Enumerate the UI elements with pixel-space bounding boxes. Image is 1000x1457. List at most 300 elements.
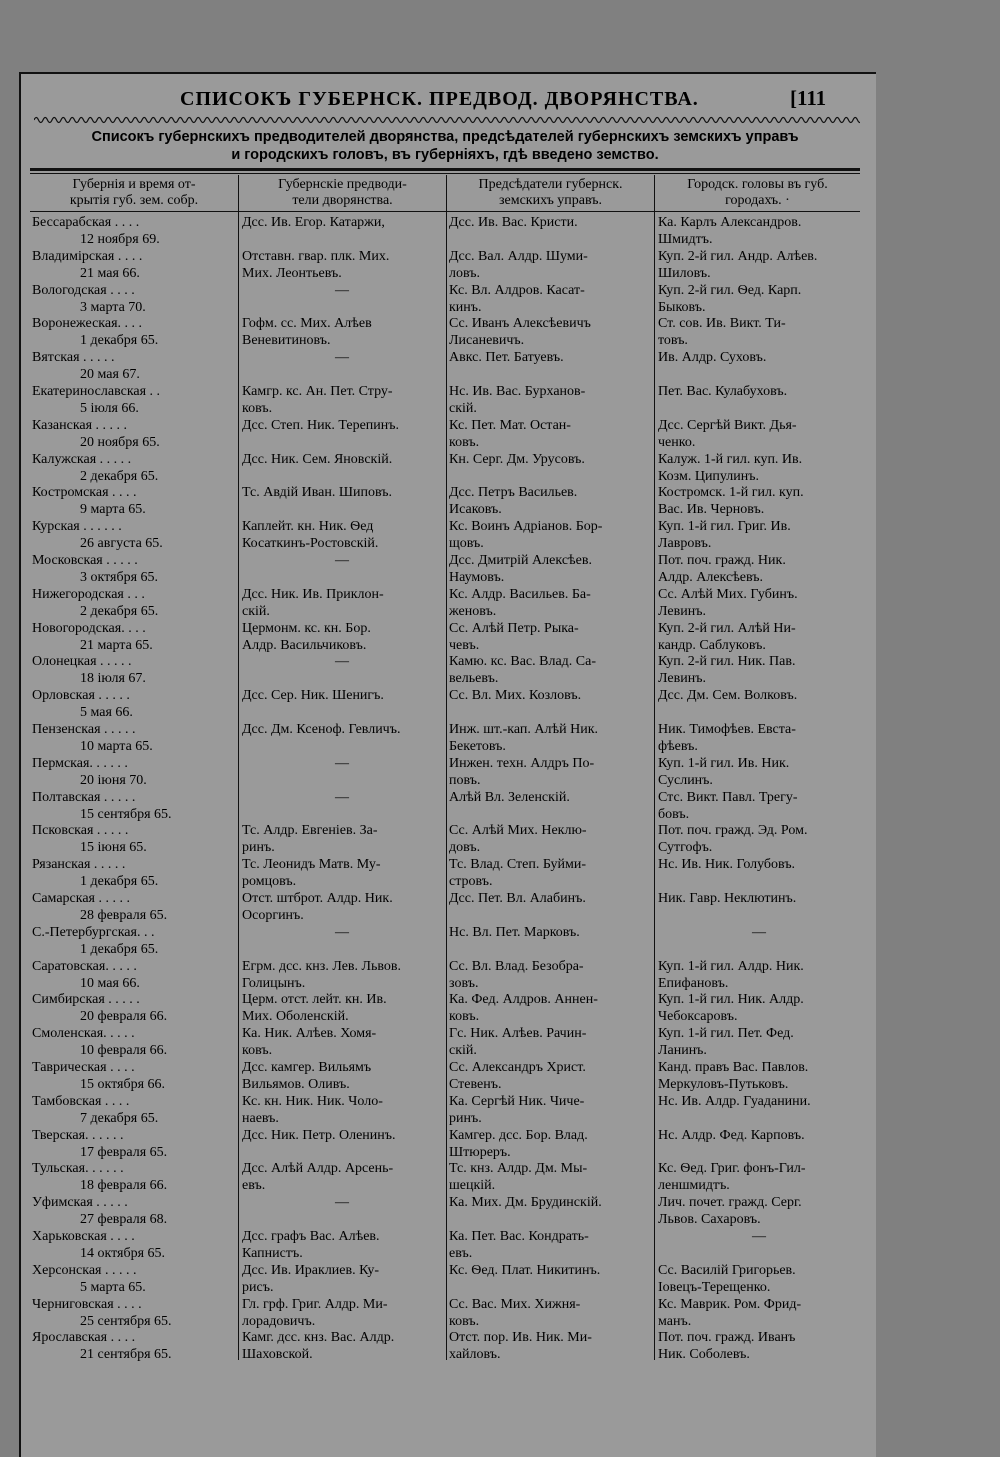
governorate-cell <box>32 687 237 721</box>
governorate-cell <box>32 315 237 349</box>
chairman-cell <box>449 484 653 518</box>
mayor-cell-line-1: Пот. поч. гражд. Ник. <box>658 552 786 568</box>
governorate-cell <box>32 451 237 485</box>
chairman-cell-line-2: Стевенъ. <box>449 1076 502 1092</box>
marshal-cell-line-1: Тс. Авдій Иван. Шиповъ. <box>242 485 392 501</box>
mayor-cell <box>658 1127 860 1144</box>
chairman-cell-line-1: Нс. Ив. Вас. Бурханов- <box>449 383 586 399</box>
chairman-cell <box>449 924 653 941</box>
table-row <box>30 1296 860 1330</box>
chairman-cell-line-2: скій. <box>449 1043 477 1059</box>
marshal-cell-line-1: — <box>335 789 349 805</box>
mayor-cell <box>658 958 860 992</box>
mayor-cell <box>658 1262 860 1296</box>
governorate-cell <box>32 1093 237 1127</box>
marshal-cell <box>242 1194 442 1211</box>
governorate-name: Тамбовская . . . . <box>32 1093 130 1109</box>
mayor-cell-line-1: Ка. Карлъ Александров. <box>658 215 802 230</box>
table-row <box>30 1160 860 1194</box>
table-row <box>30 1228 860 1262</box>
chairman-cell-line-1: Кс. Пет. Мат. Остан- <box>449 417 571 433</box>
mayor-cell-line-1: Куп. 1-й гил. Алдр. Ник. <box>658 958 804 974</box>
mayor-cell-line-1: — <box>752 1228 766 1244</box>
chairman-cell-line-2: чевъ. <box>449 637 480 653</box>
table-row <box>30 856 860 890</box>
assembly-opening-date: 5 марта 65. <box>80 1279 146 1295</box>
mayor-cell-line-1: Пет. Вас. Кулабуховъ. <box>658 383 788 399</box>
assembly-opening-date: 1 декабря 65. <box>80 874 159 890</box>
assembly-opening-date: 3 марта 70. <box>80 299 146 315</box>
mayor-cell-line-2: Быковъ. <box>658 299 706 315</box>
governorate-name: Саратовская. . . . . <box>32 958 137 974</box>
marshal-cell <box>242 822 442 856</box>
chairman-cell <box>449 282 653 316</box>
mayor-cell-line-2: кандр. Саблуковъ. <box>658 637 766 653</box>
chairman-cell-line-1: Сс. Вл. Мих. Козловъ. <box>449 688 582 704</box>
governorate-name: Псковская . . . . . <box>32 823 129 839</box>
chairman-cell-line-2: хайловъ. <box>449 1347 501 1363</box>
page-title: СПИСОКЪ ГУБЕРНСК. ПРЕДВОД. ДВОРЯНСТВА. <box>180 88 699 110</box>
marshal-cell-line-2: Осоргинъ. <box>242 907 304 923</box>
chairman-cell-line-1: Авкс. Пет. Батуевъ. <box>449 350 564 366</box>
mayor-cell <box>658 856 860 873</box>
table-row <box>30 1329 860 1363</box>
marshal-cell-line-1: — <box>335 282 349 298</box>
marshal-cell-line-1: — <box>335 1195 349 1211</box>
mayor-cell-line-1: Куп. 1-й гил. Григ. Ив. <box>658 519 791 535</box>
table-row <box>30 1025 860 1059</box>
marshal-cell-line-2: наевъ. <box>242 1110 279 1126</box>
mayor-cell-line-1: — <box>752 924 766 940</box>
chairman-cell-line-1: Ка. Сергѣй Ник. Чиче- <box>449 1093 585 1109</box>
chairman-cell-line-2: Бекетовъ. <box>449 738 506 754</box>
marshal-cell-line-1: Дсс. Ник. Сем. Яновскій. <box>242 451 393 467</box>
chairman-cell <box>449 1127 653 1161</box>
assembly-opening-date: 20 мая 67. <box>80 367 140 383</box>
mayor-cell <box>658 1228 860 1245</box>
marshal-cell <box>242 924 442 941</box>
governorate-name: Екатеринославская . . <box>32 383 161 399</box>
mayor-cell <box>658 620 860 654</box>
mayor-cell-line-1: Куп. 1-й гил. Ник. Алдр. <box>658 992 804 1008</box>
chairman-cell <box>449 552 653 586</box>
marshal-cell-line-2: Вильямов. Оливъ. <box>242 1076 350 1092</box>
assembly-opening-date: 20 февраля 66. <box>80 1009 168 1025</box>
mayor-cell-line-1: Ник. Гавр. Неклютинъ. <box>658 890 797 906</box>
assembly-opening-date: 21 сентября 65. <box>80 1347 172 1363</box>
chairman-cell-line-1: Ка. Пет. Вас. Кондрать- <box>449 1228 589 1244</box>
mayor-cell-line-1: Нс. Ив. Алдр. Гуаданини. <box>658 1093 811 1109</box>
chairman-cell-line-2: вельевъ. <box>449 671 499 687</box>
mayor-cell-line-2: Алдр. Алексѣевъ. <box>658 569 764 585</box>
mayor-cell-line-2: Чебоксаровъ. <box>658 1009 738 1025</box>
mayor-cell <box>658 1025 860 1059</box>
mayor-cell <box>658 417 860 451</box>
chairman-cell-line-2: женовъ. <box>449 603 497 619</box>
marshal-cell-line-1: Каплейт. кн. Ник. Ѳед <box>242 519 374 535</box>
mayor-cell <box>658 383 860 400</box>
mayor-cell-line-1: Дсс. Дм. Сем. Волковъ. <box>658 688 798 704</box>
mayor-cell <box>658 1160 860 1194</box>
marshal-cell <box>242 721 442 738</box>
governorate-cell <box>32 1127 237 1161</box>
governorate-name: Рязанская . . . . . <box>32 857 126 873</box>
governorate-cell <box>32 991 237 1025</box>
governorate-name: Ярославская . . . . <box>32 1330 136 1346</box>
assembly-opening-date: 15 іюня 65. <box>80 840 147 856</box>
governorate-cell <box>32 856 237 890</box>
marshal-cell-line-1: Дсс. графъ Вас. Алѣев. <box>242 1228 380 1244</box>
marshal-cell <box>242 282 442 299</box>
mayor-cell-line-1: Пот. поч. гражд. Эд. Ром. <box>658 823 808 839</box>
chairman-cell-line-2: ринъ. <box>449 1110 482 1126</box>
marshal-cell <box>242 552 442 569</box>
governorate-cell <box>32 924 237 958</box>
chairman-cell <box>449 349 653 366</box>
chairman-cell-line-1: Камгер. дсс. Бор. Влад. <box>449 1127 588 1143</box>
marshal-cell-line-1: Дсс. Алѣй Алдр. Арсень- <box>242 1161 394 1177</box>
table-row <box>30 653 860 687</box>
mayor-cell-line-2: Шиловъ. <box>658 265 711 281</box>
governorate-cell <box>32 518 237 552</box>
chairman-cell-line-1: Сс. Вас. Мих. Хижня- <box>449 1296 581 1312</box>
chairman-cell-line-2: ловъ. <box>449 265 480 281</box>
governorate-name: Черниговская . . . . <box>32 1296 142 1312</box>
chairman-cell-line-2: зовъ. <box>449 975 479 991</box>
governorate-name: Пензенская . . . . . <box>32 721 136 737</box>
marshal-cell-line-1: Дсс. Ник. Петр. Оленинъ. <box>242 1127 396 1143</box>
marshal-cell-line-1: Егрм. дсс. кнз. Лев. Львов. <box>242 958 402 974</box>
mayor-cell <box>658 214 860 248</box>
marshal-cell-line-1: Дсс. Дм. Ксеноф. Гевличъ. <box>242 721 401 737</box>
governorate-name: Самарская . . . . . <box>32 890 130 906</box>
governorate-cell <box>32 383 237 417</box>
assembly-opening-date: 15 сентября 65. <box>80 806 172 822</box>
marshal-cell-line-1: Дсс. Сер. Ник. Шенигъ. <box>242 688 384 704</box>
assembly-opening-date: 2 декабря 65. <box>80 603 159 619</box>
governorate-name: Тверская. . . . . . <box>32 1127 124 1143</box>
marshal-cell-line-1: Дсс. Ив. Ираклиев. Ку- <box>242 1262 380 1278</box>
assembly-opening-date: 7 декабря 65. <box>80 1110 159 1126</box>
chairman-cell <box>449 958 653 992</box>
chairman-cell-line-1: Тс. Влад. Степ. Буйми- <box>449 857 587 873</box>
chairman-cell <box>449 1296 653 1330</box>
table-row <box>30 315 860 349</box>
governorate-cell <box>32 620 237 654</box>
governorate-name: Орловская . . . . . <box>32 688 130 704</box>
marshal-cell <box>242 248 442 282</box>
marshal-cell <box>242 349 442 366</box>
assembly-opening-date: 21 мая 66. <box>80 265 140 281</box>
governorate-name: Владимірская . . . . <box>32 248 143 264</box>
table-row <box>30 755 860 789</box>
governorate-name: Костромская . . . . <box>32 485 137 501</box>
chairman-cell-line-1: Кс. Ѳед. Плат. Никитинъ. <box>449 1262 601 1278</box>
governorate-cell <box>32 248 237 282</box>
chairman-cell <box>449 789 653 806</box>
table-row <box>30 924 860 958</box>
table-row <box>30 721 860 755</box>
governorate-cell <box>32 417 237 451</box>
chairman-cell-line-1: Инж. шт.-кап. Алѣй Ник. <box>449 721 598 737</box>
marshal-cell-line-2: Веневитиновъ. <box>242 333 331 349</box>
mayor-cell <box>658 451 860 485</box>
chairman-cell <box>449 518 653 552</box>
assembly-opening-date: 10 мая 66. <box>80 975 140 991</box>
wave-ornament <box>34 114 860 126</box>
marshal-cell <box>242 755 442 772</box>
marshal-cell <box>242 991 442 1025</box>
governorate-cell <box>32 349 237 383</box>
chairman-cell-line-1: Кс. Воинъ Адріанов. Бор- <box>449 519 603 535</box>
marshal-cell <box>242 1228 442 1262</box>
mayor-cell-line-2: Сутгофъ. <box>658 840 713 856</box>
mayor-cell-line-1: Куп. 2-й гил. Алѣй Ни- <box>658 620 796 636</box>
table-row <box>30 1262 860 1296</box>
mayor-cell-line-2: бовъ. <box>658 806 690 822</box>
mayor-cell-line-1: Куп. 2-й гил. Ѳед. Карп. <box>658 282 802 298</box>
chairman-cell <box>449 1093 653 1127</box>
mayor-cell-line-2: Ник. Соболевъ. <box>658 1347 750 1363</box>
marshal-cell-line-1: Тс. Леонидъ Матв. Му- <box>242 857 381 873</box>
mayor-cell-line-2: Левинъ. <box>658 603 706 619</box>
chairman-cell-line-1: Ка. Мих. Дм. Брудинскій. <box>449 1195 602 1211</box>
column-header-chairmen: Предсѣдатели губернск. земскихъ управъ. <box>478 177 623 208</box>
marshal-cell <box>242 1127 442 1144</box>
chairman-cell-line-2: евъ. <box>449 1245 473 1261</box>
mayor-cell-line-2: Львов. Сахаровъ. <box>658 1212 761 1228</box>
table-row <box>30 958 860 992</box>
table-row <box>30 991 860 1025</box>
assembly-opening-date: 15 октября 66. <box>80 1076 166 1092</box>
governorate-cell <box>32 1262 237 1296</box>
table-row <box>30 417 860 451</box>
mayor-cell <box>658 687 860 704</box>
mayor-cell-line-2: Лавровъ. <box>658 536 712 552</box>
governorate-name: Курская . . . . . . <box>32 519 122 535</box>
chairman-cell-line-2: ковъ. <box>449 434 480 450</box>
mayor-cell <box>658 721 860 755</box>
top-rule <box>30 168 860 171</box>
governorate-name: Уфимская . . . . . <box>32 1195 128 1211</box>
mayor-cell-line-1: Кс. Ѳед. Григ. фонъ-Гил- <box>658 1161 806 1177</box>
marshal-cell-line-1: — <box>335 552 349 568</box>
chairman-cell-line-1: Ка. Фед. Алдров. Аннен- <box>449 992 598 1008</box>
marshal-cell <box>242 586 442 620</box>
assembly-opening-date: 27 февраля 68. <box>80 1212 168 1228</box>
mayor-cell-line-1: Костромск. 1-й гил. куп. <box>658 485 804 501</box>
governorate-cell <box>32 890 237 924</box>
governorate-cell <box>32 1160 237 1194</box>
assembly-opening-date: 12 ноября 69. <box>80 232 160 247</box>
governorate-name: Новогородская. . . . <box>32 620 146 636</box>
mayor-cell-line-1: Куп. 2-й гил. Андр. Алѣев. <box>658 248 818 264</box>
marshal-cell-line-1: Камгр. кс. Ан. Пет. Стру- <box>242 383 393 399</box>
chairman-cell-line-1: Сс. Александръ Христ. <box>449 1059 586 1075</box>
mayor-cell <box>658 1296 860 1330</box>
marshal-cell-line-1: Ка. Ник. Алѣев. Хомя- <box>242 1026 377 1042</box>
chairman-cell-line-2: скій. <box>449 400 477 416</box>
governorate-name: Бессарабская . . . . <box>32 215 140 230</box>
governorate-cell <box>32 552 237 586</box>
chairman-cell-line-2: щовъ. <box>449 536 484 552</box>
governorate-name: Калужская . . . . . <box>32 451 132 467</box>
chairman-cell-line-1: Гс. Ник. Алѣев. Рачин- <box>449 1026 587 1042</box>
assembly-opening-date: 17 февраля 65. <box>80 1144 168 1160</box>
marshal-cell <box>242 214 442 231</box>
mayor-cell-line-2: Шмидтъ. <box>658 232 713 247</box>
governorate-name: Казанская . . . . . <box>32 417 128 433</box>
table-row <box>30 349 860 383</box>
governorate-cell <box>32 282 237 316</box>
table-caption <box>30 128 860 164</box>
mayor-cell-line-2: фѣевъ. <box>658 738 698 754</box>
marshal-cell-line-1: — <box>335 755 349 771</box>
mayor-cell-line-1: Нс. Ив. Ник. Голубовъ. <box>658 857 796 873</box>
chairman-cell <box>449 586 653 620</box>
marshal-cell-line-1: — <box>335 654 349 670</box>
governorate-name: Полтавская . . . . . <box>32 789 136 805</box>
marshal-cell <box>242 383 442 417</box>
chairman-cell <box>449 1160 653 1194</box>
chairman-cell <box>449 721 653 755</box>
marshal-cell-line-2: Голицынъ. <box>242 975 306 991</box>
marshal-cell-line-2: Шаховской. <box>242 1347 313 1363</box>
governorate-name: Херсонская . . . . . <box>32 1262 137 1278</box>
mayor-cell-line-1: Куп. 2-й гил. Ник. Пав. <box>658 654 796 670</box>
governorate-cell <box>32 214 237 248</box>
marshal-cell <box>242 417 442 434</box>
chairman-cell <box>449 1262 653 1279</box>
chairman-cell <box>449 653 653 687</box>
chairman-cell-line-1: Дсс. Ив. Вас. Кристи. <box>449 215 578 230</box>
mayor-cell-line-2: Епифановъ. <box>658 975 729 991</box>
chairman-cell-line-2: повъ. <box>449 772 481 788</box>
assembly-opening-date: 18 іюля 67. <box>80 671 146 687</box>
table-row <box>30 282 860 316</box>
mayor-cell <box>658 822 860 856</box>
chairman-cell-line-1: Нс. Вл. Пет. Марковъ. <box>449 924 580 940</box>
chairman-cell-line-1: Сс. Иванъ Алексѣевичъ <box>449 316 591 332</box>
governorate-name: С.-Петербургская. . . <box>32 924 155 940</box>
chairman-cell-line-1: Кн. Серг. Дм. Урусовъ. <box>449 451 585 467</box>
governorate-cell <box>32 721 237 755</box>
chairman-cell <box>449 1025 653 1059</box>
table-row <box>30 1093 860 1127</box>
assembly-opening-date: 25 сентября 65. <box>80 1313 172 1329</box>
marshal-cell-line-1: Дсс. Ив. Егор. Катаржи, <box>242 215 385 230</box>
chairman-cell <box>449 214 653 231</box>
chairman-cell-line-2: ковъ. <box>449 1313 480 1329</box>
mayor-cell-line-1: Куп. 1-й гил. Ив. Ник. <box>658 755 790 771</box>
table-row <box>30 518 860 552</box>
chairman-cell-line-1: Отст. пор. Ив. Ник. Ми- <box>449 1330 592 1346</box>
mayor-cell <box>658 924 860 941</box>
governorate-cell <box>32 958 237 992</box>
chairman-cell-line-1: Дсс. Петръ Васильев. <box>449 485 578 501</box>
marshal-cell <box>242 890 442 924</box>
chairman-cell <box>449 856 653 890</box>
governorate-name: Таврическая . . . . <box>32 1059 135 1075</box>
chairman-cell-line-2: довъ. <box>449 840 481 856</box>
mayor-cell-line-1: Пот. поч. гражд. Иванъ <box>658 1330 796 1346</box>
marshal-cell-line-1: Камг. дсс. кнз. Вас. Алдр. <box>242 1330 395 1346</box>
marshal-cell <box>242 1059 442 1093</box>
assembly-opening-date: 26 августа 65. <box>80 536 163 552</box>
chairman-cell <box>449 822 653 856</box>
marshal-cell-line-1: Дсс. Ник. Ив. Приклон- <box>242 586 384 602</box>
assembly-opening-date: 9 марта 65. <box>80 502 146 518</box>
marshal-cell-line-2: рисъ. <box>242 1279 274 1295</box>
mayor-cell <box>658 315 860 349</box>
mayor-cell <box>658 1329 860 1363</box>
assembly-opening-date: 20 іюня 70. <box>80 772 147 788</box>
governorate-cell <box>32 1194 237 1228</box>
chairman-cell <box>449 991 653 1025</box>
chairman-cell <box>449 687 653 704</box>
chairman-cell-line-1: Инжен. техн. Алдръ По- <box>449 755 595 771</box>
marshal-cell-line-2: евъ. <box>242 1178 266 1194</box>
marshal-cell-line-1: Гофм. сс. Мих. Алѣев <box>242 316 372 332</box>
chairman-cell-line-1: Тс. кнз. Алдр. Дм. Мы- <box>449 1161 588 1177</box>
assembly-opening-date: 21 марта 65. <box>80 637 153 653</box>
table-body <box>30 214 860 1363</box>
marshal-cell <box>242 687 442 704</box>
marshal-cell-line-1: Отст. штброт. Алдр. Ник. <box>242 890 393 906</box>
caption-line-2: и городскихъ головъ, въ губерніяхъ, гдѣ введено земство. <box>231 147 659 163</box>
marshal-cell-line-2: Капнистъ. <box>242 1245 303 1261</box>
mayor-cell <box>658 1093 860 1110</box>
column-header-mayors: Городск. головы въ губ. городахъ. · <box>687 177 828 208</box>
chairman-cell <box>449 451 653 468</box>
marshal-cell <box>242 620 442 654</box>
mayor-cell <box>658 586 860 620</box>
chairman-cell-line-1: Сс. Алѣй Петр. Рыка- <box>449 620 579 636</box>
marshal-cell-line-2: ковъ. <box>242 1043 273 1059</box>
table-row <box>30 1127 860 1161</box>
governorate-cell <box>32 1228 237 1262</box>
marshal-cell <box>242 958 442 992</box>
mayor-cell-line-2: ченко. <box>658 434 696 450</box>
mayor-cell-line-1: Кс. Маврик. Ром. Фрид- <box>658 1296 802 1312</box>
caption-line-1: Списокъ губернскихъ предводителей дворянства, предсѣдателей губернскихъ земскихъ управъ <box>91 129 799 145</box>
governorate-name: Вологодская . . . . <box>32 282 135 298</box>
governorate-cell <box>32 822 237 856</box>
top-rule-thin <box>30 173 860 174</box>
marshal-cell <box>242 1329 442 1363</box>
chairman-cell-line-2: шецкій. <box>449 1178 496 1194</box>
governorate-cell <box>32 653 237 687</box>
chairman-cell <box>449 383 653 417</box>
assembly-opening-date: 2 декабря 65. <box>80 468 159 484</box>
marshal-cell-line-2: лорадовичъ. <box>242 1313 316 1329</box>
assembly-opening-date: 28 февраля 65. <box>80 907 168 923</box>
chairman-cell-line-1: Дсс. Пет. Вл. Алабинъ. <box>449 890 586 906</box>
mayor-cell-line-1: Сс. Алѣй Мих. Губинъ. <box>658 586 798 602</box>
chairman-cell-line-1: Сс. Вл. Влад. Безобра- <box>449 958 584 974</box>
chairman-cell <box>449 620 653 654</box>
governorate-name: Харьковская . . . . <box>32 1228 135 1244</box>
assembly-opening-date: 5 мая 66. <box>80 705 133 721</box>
table-row <box>30 1194 860 1228</box>
governorate-name: Симбирская . . . . . <box>32 992 140 1008</box>
header-bottom-rule <box>30 211 860 212</box>
mayor-cell-line-2: Левинъ. <box>658 671 706 687</box>
mayor-cell-line-1: Куп. 1-й гил. Пет. Фед. <box>658 1026 794 1042</box>
marshal-cell <box>242 789 442 806</box>
mayor-cell-line-2: леншмидтъ. <box>658 1178 730 1194</box>
governorate-name: Смоленская. . . . . <box>32 1026 135 1042</box>
